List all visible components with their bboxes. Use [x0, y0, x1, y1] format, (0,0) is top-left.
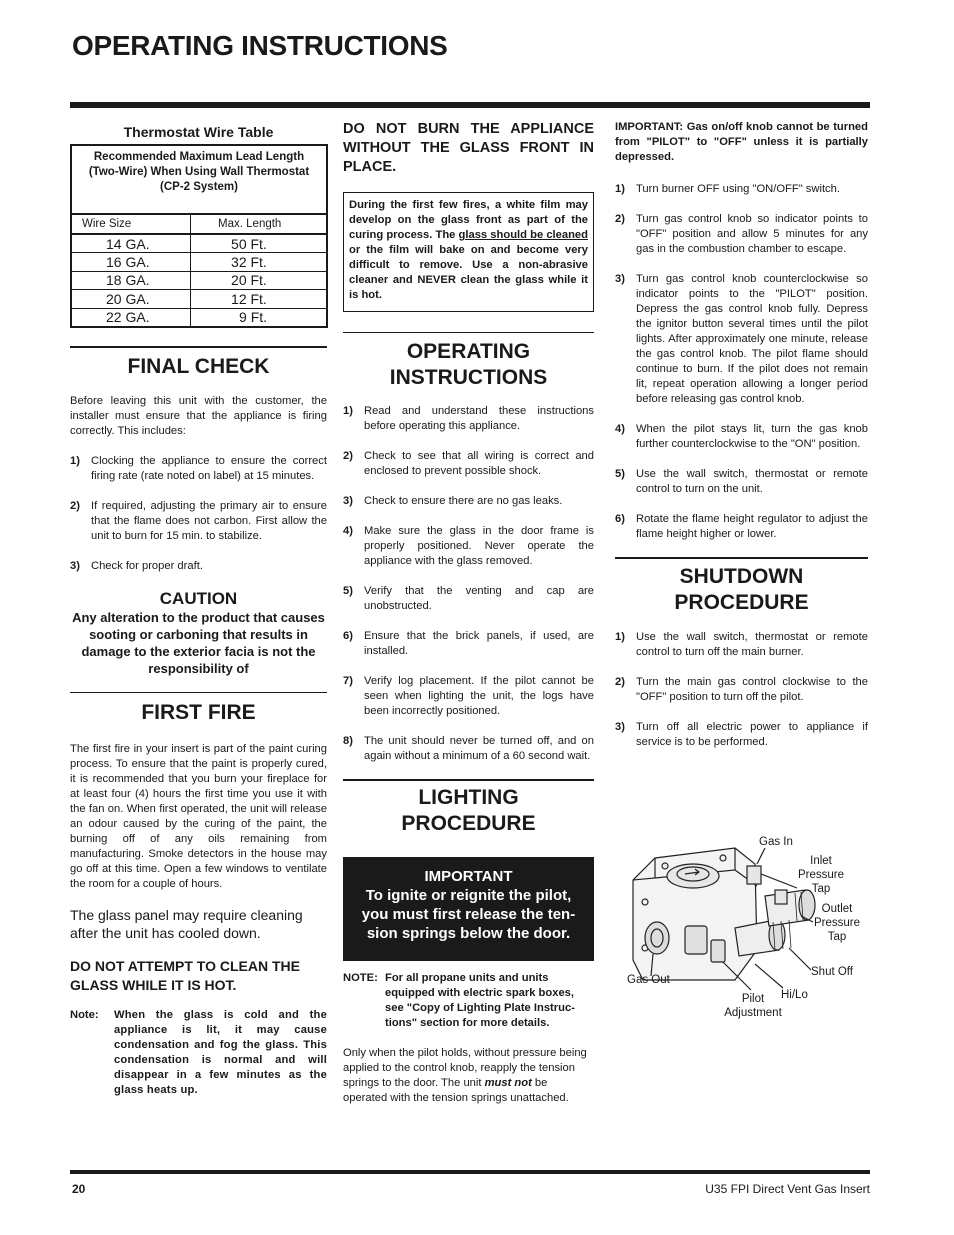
step-text: Turn the main gas control clockwise to the "OFF" position to turn off the pilot. [636, 676, 868, 703]
list-item [343, 449, 594, 479]
list-item [343, 404, 594, 434]
column-middle [343, 120, 594, 1106]
box-text: During the first few fires, a white film may develop on the glass front as part of the curing process. The [349, 199, 588, 241]
list-item [343, 524, 594, 569]
label-gas-out: Gas Out [627, 974, 670, 986]
list-item [615, 630, 868, 660]
document-title: U35 FPI Direct Vent Gas Insert [705, 1182, 870, 1196]
shutdown-title-line: PROCEDURE [674, 591, 809, 614]
table-row [71, 290, 327, 309]
list-item [615, 720, 868, 750]
step-number: 5) [343, 585, 353, 597]
table-row [71, 271, 327, 290]
important-knob-note: IMPORTANT: Gas on/off knob cannot be turned from "PILOT" to "OFF" unless it is partially depressed. [615, 121, 868, 163]
propane-note [343, 971, 594, 1031]
label-outlet-tap: Outlet Pressure Tap [813, 903, 861, 943]
note-text: When the glass is cold and the appliance is lit, it may cause condensation and fog the glass. This condensation is normal and will disappear in a few minutes as the glass heats up. [114, 1008, 327, 1096]
step-number: 4) [615, 423, 625, 435]
step-number: 1) [343, 405, 353, 417]
note-key: NOTE: [343, 972, 378, 984]
lighting-steps [615, 182, 868, 542]
list-item [70, 454, 327, 484]
step-number: 4) [343, 525, 353, 537]
step-text: Check to ensure there are no gas leaks. [364, 495, 563, 507]
lighting-title-line: LIGHTING [418, 786, 519, 809]
table-row [71, 253, 327, 272]
operating-title [343, 339, 594, 391]
final-check-title: FINAL CHECK [127, 354, 270, 378]
operating-steps [343, 404, 594, 764]
thermostat-wire-table [70, 144, 328, 328]
cell-length: 20 Ft. [191, 271, 327, 290]
list-item [343, 674, 594, 719]
lighting-title [343, 785, 594, 837]
important-title: IMPORTANT [424, 868, 513, 885]
step-text: Verify log placement. If the pilot cannot be seen when lighting the unit, the logs have been incorrectly positioned. [364, 675, 594, 717]
list-item [343, 584, 594, 614]
step-number: 1) [615, 631, 625, 643]
step-number: 2) [343, 450, 353, 462]
label-shut-off: Shut Off [811, 966, 853, 978]
pilot-emphasis: must not [484, 1077, 532, 1089]
caution-body: Any alteration to the product that causes sooting or carboning that results in damage to the exterior facia is not the responsibility of [72, 609, 325, 676]
glass-warning-head: DO NOT BURN THE APPLIANCE WITHOUT THE GLASS FRONT IN PLACE. [343, 121, 594, 175]
step-text: Read and understand these instructions before operating this appliance. [364, 405, 594, 432]
step-number: 2) [615, 676, 625, 688]
list-item [615, 422, 868, 452]
step-number: 7) [343, 675, 353, 687]
list-item [343, 494, 594, 509]
list-item [615, 675, 868, 705]
step-text: Turn gas control knob counterclockwise so indicator points to the "PILOT" position. Depress the gas control knob fully. Depress the ignitor button several times until the pilot lights. After approximately one minute, release the gas control knob. The pilot flame should continue to burn. If the pilot does not remain lit, repeat operation allowing a longer period before releasing gas control knob. [636, 273, 868, 405]
lighting-title-line: PROCEDURE [401, 812, 536, 835]
glass-warning: DO NOT ATTEMPT TO CLEAN THE GLASS WHILE IT IS HOT. [70, 957, 300, 993]
pilot-text: Only when the pilot holds, without pressure being applied to the control knob, reapply the tension springs to the door. The unit [343, 1047, 587, 1089]
list-item [615, 272, 868, 407]
step-number: 6) [615, 513, 625, 525]
step-number: 3) [615, 721, 625, 733]
footer-rule [70, 1170, 870, 1174]
step-text: Rotate the flame height regulator to adjust the flame height higher or lower. [636, 513, 868, 540]
cell-length: 12 Ft. [191, 290, 327, 309]
step-text: Ensure that the brick panels, if used, are installed. [364, 630, 594, 657]
step-text: Verify that the venting and cap are unobstructed. [364, 585, 594, 612]
table-header: Recommended Maximum Lead Length (Two-Wire) When Using Wall Thermostat (CP-2 System) [71, 145, 327, 214]
cell-wire: 16 GA. [71, 253, 191, 272]
step-text: Turn gas control knob so indicator points to "OFF" position and allow 5 minutes for any gas in the combustion chamber to escape. [636, 213, 868, 255]
condensation-note [70, 1008, 327, 1098]
final-check-intro: Before leaving this unit with the customer, the installer must ensure that the appliance is firing correctly. This includes: [70, 394, 327, 437]
cell-wire: 14 GA. [71, 234, 191, 253]
section-rule [70, 692, 327, 693]
list-item [615, 182, 868, 197]
step-number: 6) [343, 630, 353, 642]
first-fire-title: FIRST FIRE [141, 700, 256, 724]
table-title: Thermostat Wire Table [123, 124, 274, 140]
step-text: When the pilot stays lit, turn the gas knob further counterclockwise to the "ON" position. [636, 423, 868, 450]
operating-title-line: OPERATING [406, 340, 531, 363]
step-number: 8) [343, 735, 353, 747]
list-item [615, 512, 868, 542]
section-rule [615, 557, 868, 559]
box-text: or the film will bake on and become very difficult to remove. Use a non-abrasive cleaner and NEVER clean the glass while it is hot. [349, 244, 588, 301]
step-number: 3) [343, 495, 353, 507]
caution-title: CAUTION [159, 588, 238, 608]
cell-length: 9 Ft. [191, 308, 327, 327]
pilot-paragraph [343, 1046, 594, 1106]
label-inlet-tap: Inlet Pressure Tap [797, 855, 845, 895]
first-fire-body: The first fire in your insert is part of the paint curing process. To ensure that the paint is properly cured, it is recommended that you burn your fireplace for at least four (4) hours the first time you use it with the fan on. When first operated, the unit will release an odour caused by the curing of the paint, the burning off of any oils remaining from manufacturing. Smoke detectors in the house may go off at this time. Open a few windows to ventilate the room for a couple of hours. [70, 742, 327, 890]
page-number: 20 [72, 1182, 86, 1196]
list-item [615, 212, 868, 257]
list-item [343, 734, 594, 764]
section-rule [343, 779, 594, 781]
step-number: 2) [615, 213, 625, 225]
shutdown-title [615, 564, 868, 616]
list-item [343, 629, 594, 659]
column-header-length: Max. Length [191, 214, 327, 234]
pilot-text: be operated with the tension springs unattached. [343, 1077, 569, 1104]
shutdown-steps [615, 630, 868, 750]
list-item [70, 499, 327, 544]
label-hi-lo: Hi/Lo [781, 989, 808, 1001]
step-text: Use the wall switch, thermostat or remote control to turn off the main burner. [636, 631, 868, 658]
step-text: Turn burner OFF using "ON/OFF" switch. [636, 183, 840, 195]
cell-length: 50 Ft. [191, 234, 327, 253]
step-text: Use the wall switch, thermostat or remote control to turn on the unit. [636, 468, 868, 495]
operating-title-line: INSTRUCTIONS [389, 366, 548, 389]
important-body: To ignite or reignite the pilot, you must first release the ten-sion springs below the door. [361, 887, 576, 942]
step-number: 3) [70, 559, 80, 572]
column-left [70, 120, 327, 1098]
table-row [71, 308, 327, 327]
header-rule [70, 102, 870, 108]
page-title: OPERATING INSTRUCTIONS [72, 30, 448, 61]
list-item [615, 467, 868, 497]
important-box [343, 857, 594, 961]
label-gas-in: Gas In [759, 836, 793, 848]
step-text: Check for proper draft. [91, 559, 203, 572]
note-text: For all propane units and units equipped with electric spark boxes, see "Copy of Lighting Plate Instruc-tions" section for more details. [385, 972, 575, 1029]
glass-note: The glass panel may require cleaning after the unit has cooled down. [70, 906, 303, 941]
cell-wire: 18 GA. [71, 271, 191, 290]
step-number: 5) [615, 468, 625, 480]
step-text: Check to see that all wiring is correct and enclosed to prevent possible shock. [364, 450, 594, 477]
column-header-wire: Wire Size [71, 214, 191, 234]
gas-valve-diagram [615, 830, 868, 1030]
step-text: Make sure the glass in the door frame is properly positioned. Never operate the appliance with the glass removed. [364, 525, 594, 567]
section-rule [343, 332, 594, 333]
note-key: Note: [70, 1008, 99, 1021]
step-text: If required, adjusting the primary air to ensure that the flame does not carbon. First allow the unit to burn for 15 min. to stabilize. [91, 499, 327, 542]
step-number: 2) [70, 499, 80, 512]
step-number: 3) [615, 273, 625, 285]
cell-length: 32 Ft. [191, 253, 327, 272]
final-check-list [70, 454, 327, 574]
step-text: The unit should never be turned off, and on again without a minimum of a 60 second wait. [364, 735, 594, 762]
film-warning-box [343, 192, 594, 312]
label-pilot-adjustment: Pilot Adjustment [724, 993, 782, 1019]
step-number: 1) [70, 454, 80, 467]
step-text: Clocking the appliance to ensure the correct firing rate (rate noted on label) at 15 minutes. [91, 454, 327, 482]
box-underlined: glass should be cleaned [458, 229, 588, 241]
column-right [615, 120, 868, 765]
section-rule [70, 346, 327, 348]
cell-wire: 20 GA. [71, 290, 191, 309]
list-item [70, 559, 327, 574]
table-row [71, 234, 327, 253]
step-number: 1) [615, 183, 625, 195]
shutdown-title-line: SHUTDOWN [679, 565, 804, 588]
step-text: Turn off all electric power to appliance if service is to be performed. [636, 721, 868, 748]
cell-wire: 22 GA. [71, 308, 191, 327]
